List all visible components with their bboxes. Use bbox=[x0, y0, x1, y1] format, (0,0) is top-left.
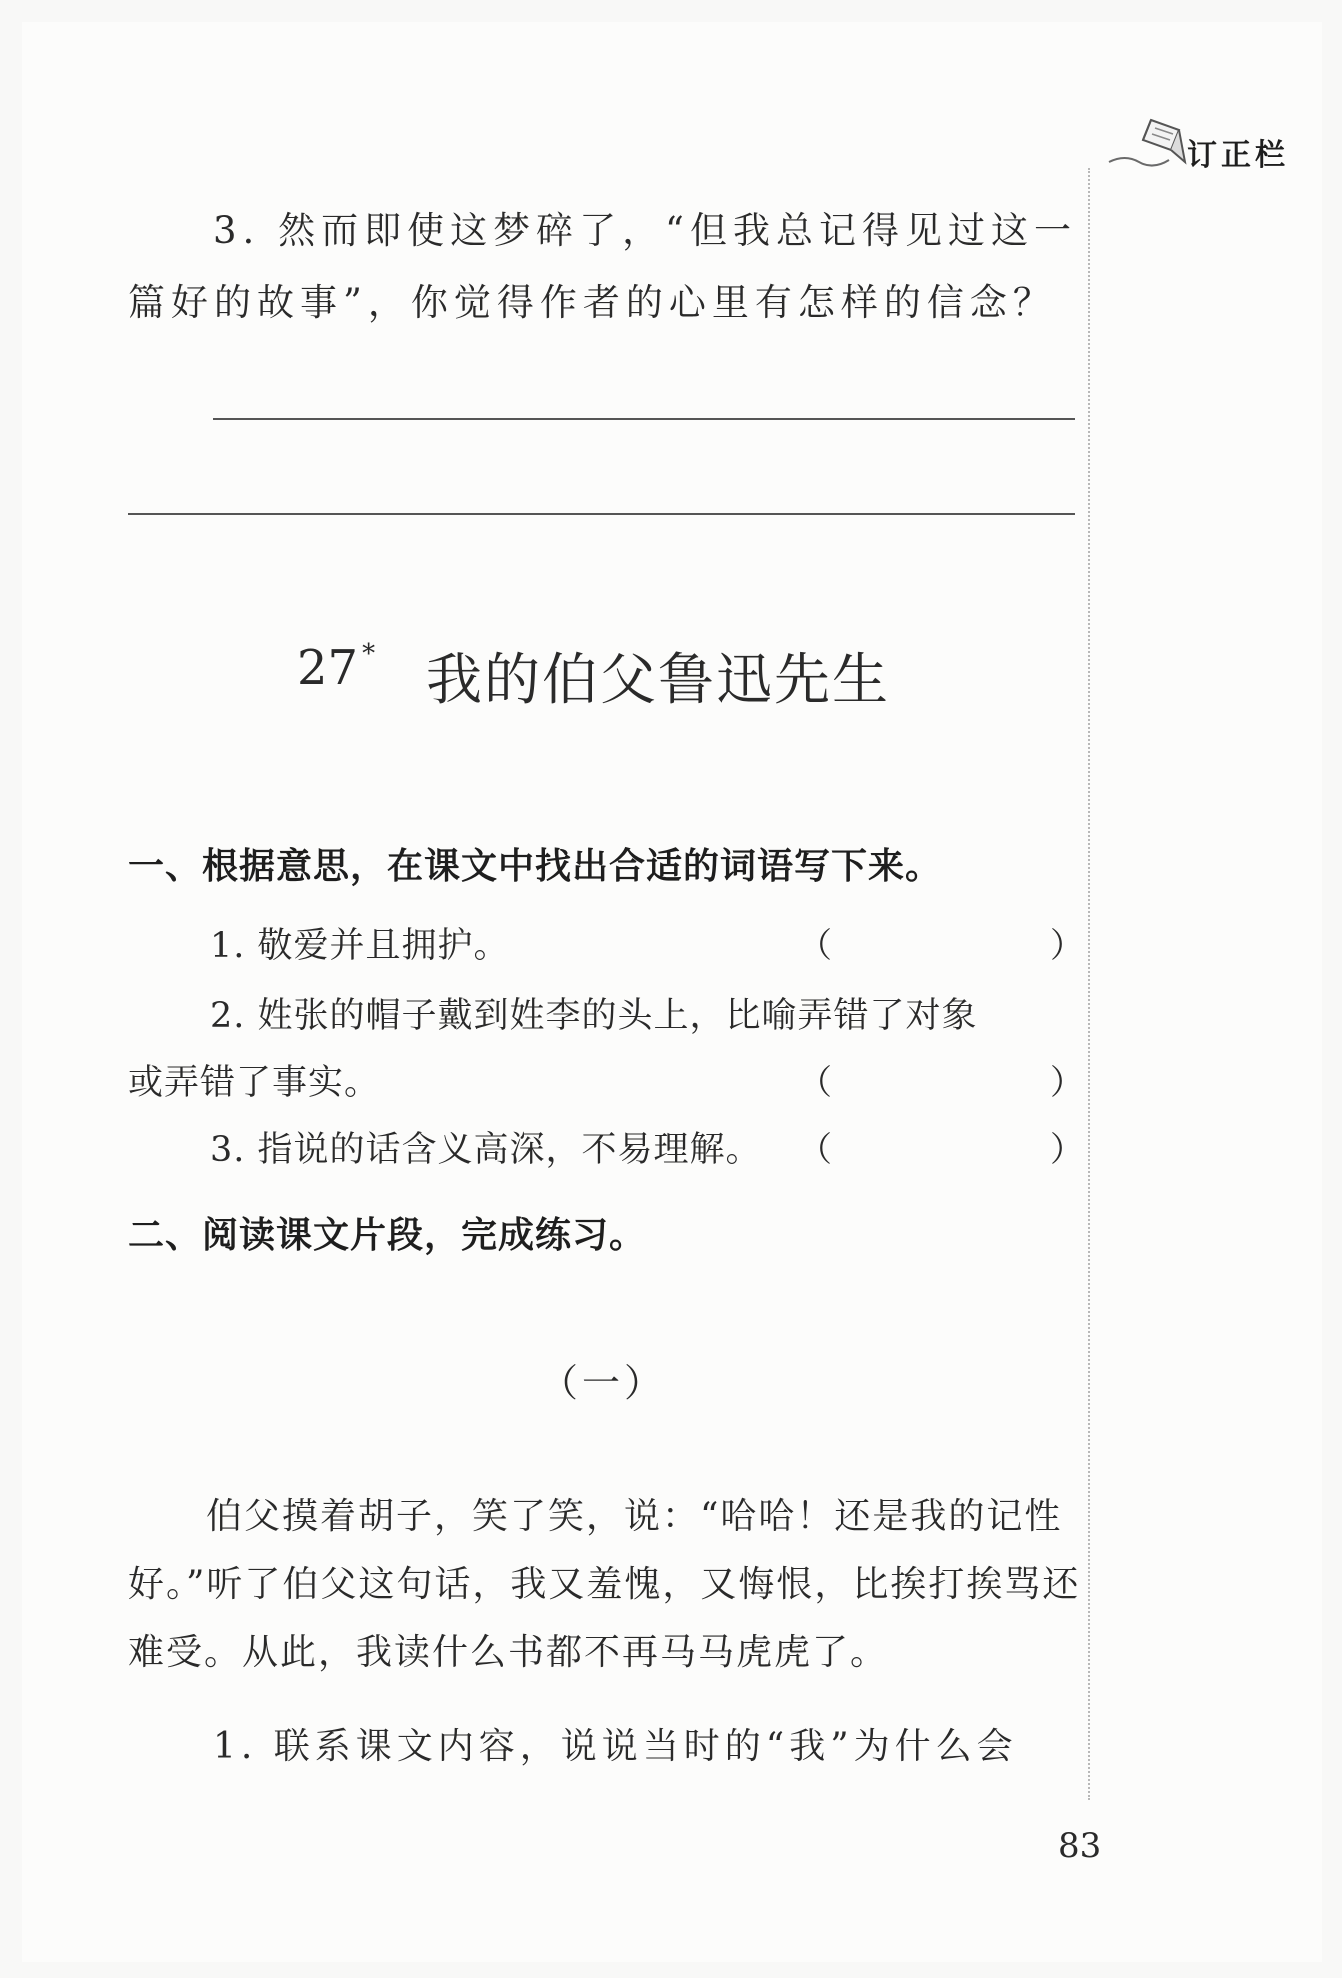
item-1-close-paren: ） bbox=[1050, 926, 1084, 966]
item-3-answer-blank[interactable] bbox=[850, 1119, 1040, 1163]
passage-subheading: （一） bbox=[540, 1361, 667, 1405]
prev-question-line-1: 3. 然而即使这梦碎了，“但我总记得见过这一 bbox=[213, 209, 1077, 252]
answer-line-2[interactable] bbox=[128, 513, 1075, 515]
lesson-mark: * bbox=[362, 639, 376, 669]
item-1-answer-blank[interactable] bbox=[850, 915, 1040, 959]
item-2-line-1: 2. 姓张的帽子戴到姓李的头上，比喻弄错了对象 bbox=[210, 996, 978, 1036]
item-3-open-paren: （ bbox=[798, 1130, 832, 1170]
item-3-text: 3. 指说的话含义高深，不易理解。 bbox=[210, 1130, 762, 1170]
lesson-heading bbox=[297, 640, 375, 696]
passage-line-3: 难受。从此，我读什么书都不再马马虎虎了。 bbox=[128, 1632, 889, 1673]
item-2-close-paren: ） bbox=[1050, 1063, 1084, 1103]
item-2-open-paren: （ bbox=[798, 1063, 832, 1103]
margin-divider bbox=[1088, 168, 1090, 1800]
item-2-answer-blank[interactable] bbox=[850, 1052, 1040, 1096]
prev-question-line-2: 篇好的故事”，你觉得作者的心里有怎样的信念？ bbox=[128, 281, 1056, 324]
passage-line-1: 伯父摸着胡子，笑了笑，说：“哈哈！还是我的记性 bbox=[206, 1496, 1063, 1537]
answer-line-1[interactable] bbox=[213, 418, 1075, 420]
correction-title: 订正栏 bbox=[1187, 138, 1289, 173]
item-1-open-paren: （ bbox=[798, 926, 832, 966]
passage-line-2: 好。”听了伯父这句话，我又羞愧，又悔恨，比挨打挨骂还 bbox=[128, 1564, 1081, 1605]
item-1-text: 1. 敬爱并且拥护。 bbox=[210, 926, 510, 966]
pencil-icon bbox=[1105, 110, 1195, 180]
section-1-heading: 一、根据意思，在课文中找出合适的词语写下来。 bbox=[128, 846, 943, 887]
lesson-number: 27 bbox=[297, 640, 359, 696]
lesson-title: 我的伯父鲁迅先生 bbox=[426, 648, 890, 713]
section-2-heading: 二、阅读课文片段，完成练习。 bbox=[128, 1215, 647, 1256]
page-number: 83 bbox=[1058, 1826, 1102, 1866]
item-2-line-2: 或弄错了事实。 bbox=[128, 1063, 381, 1103]
correction-column-header bbox=[1105, 110, 1325, 180]
item-3-close-paren: ） bbox=[1050, 1130, 1084, 1170]
question-1-text: 1. 联系课文内容，说说当时的“我”为什么会 bbox=[213, 1726, 1018, 1767]
